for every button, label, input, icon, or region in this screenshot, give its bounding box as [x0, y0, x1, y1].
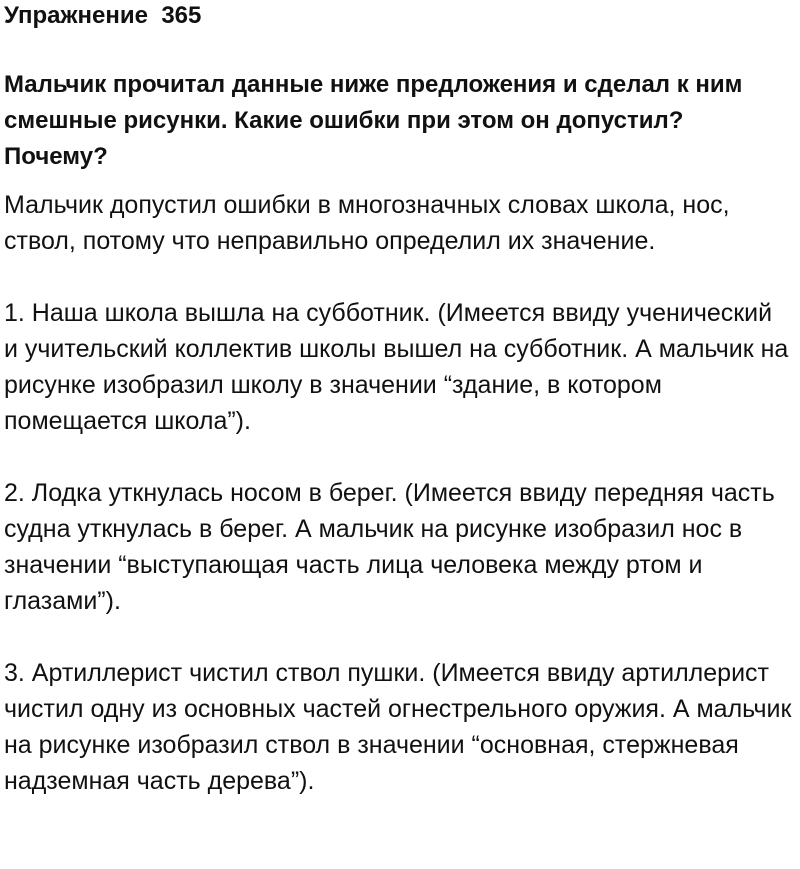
- answer-item-3: 3. Артиллерист чистил ствол пушки. (Имеется ввиду артиллерист чистил одну из основных частей огнестрельного оружия. А мальчик на рисунке изобразил ствол в значении “основная, стержневая надземная часть дерева”).: [4, 659, 792, 795]
- exercise-question: Мальчик прочитал данные ниже предложения и сделал к ним смешные рисунки. Какие ошибки при этом он допустил? Почему?: [4, 71, 743, 170]
- answer-item-1: 1. Наша школа вышла на субботник. (Имеется ввиду ученический и учительский коллектив школы вышел на субботник. А мальчик на рисунке изобразил школу в значении “здание, в котором помещается школа”).: [4, 299, 789, 435]
- exercise-title: Упражнение 365: [4, 2, 202, 29]
- answer-block: [4, 187, 792, 799]
- answer-intro: Мальчик допустил ошибки в многозначных словах школа, нос, ствол, потому что неправильно определил их значение.: [4, 191, 730, 255]
- answer-item-2: 2. Лодка уткнулась носом в берег. (Имеется ввиду передняя часть судна уткнулась в берег. А мальчик на рисунке изобразил нос в значении “выступающая часть лица человека между ртом и глазами”).: [4, 479, 775, 615]
